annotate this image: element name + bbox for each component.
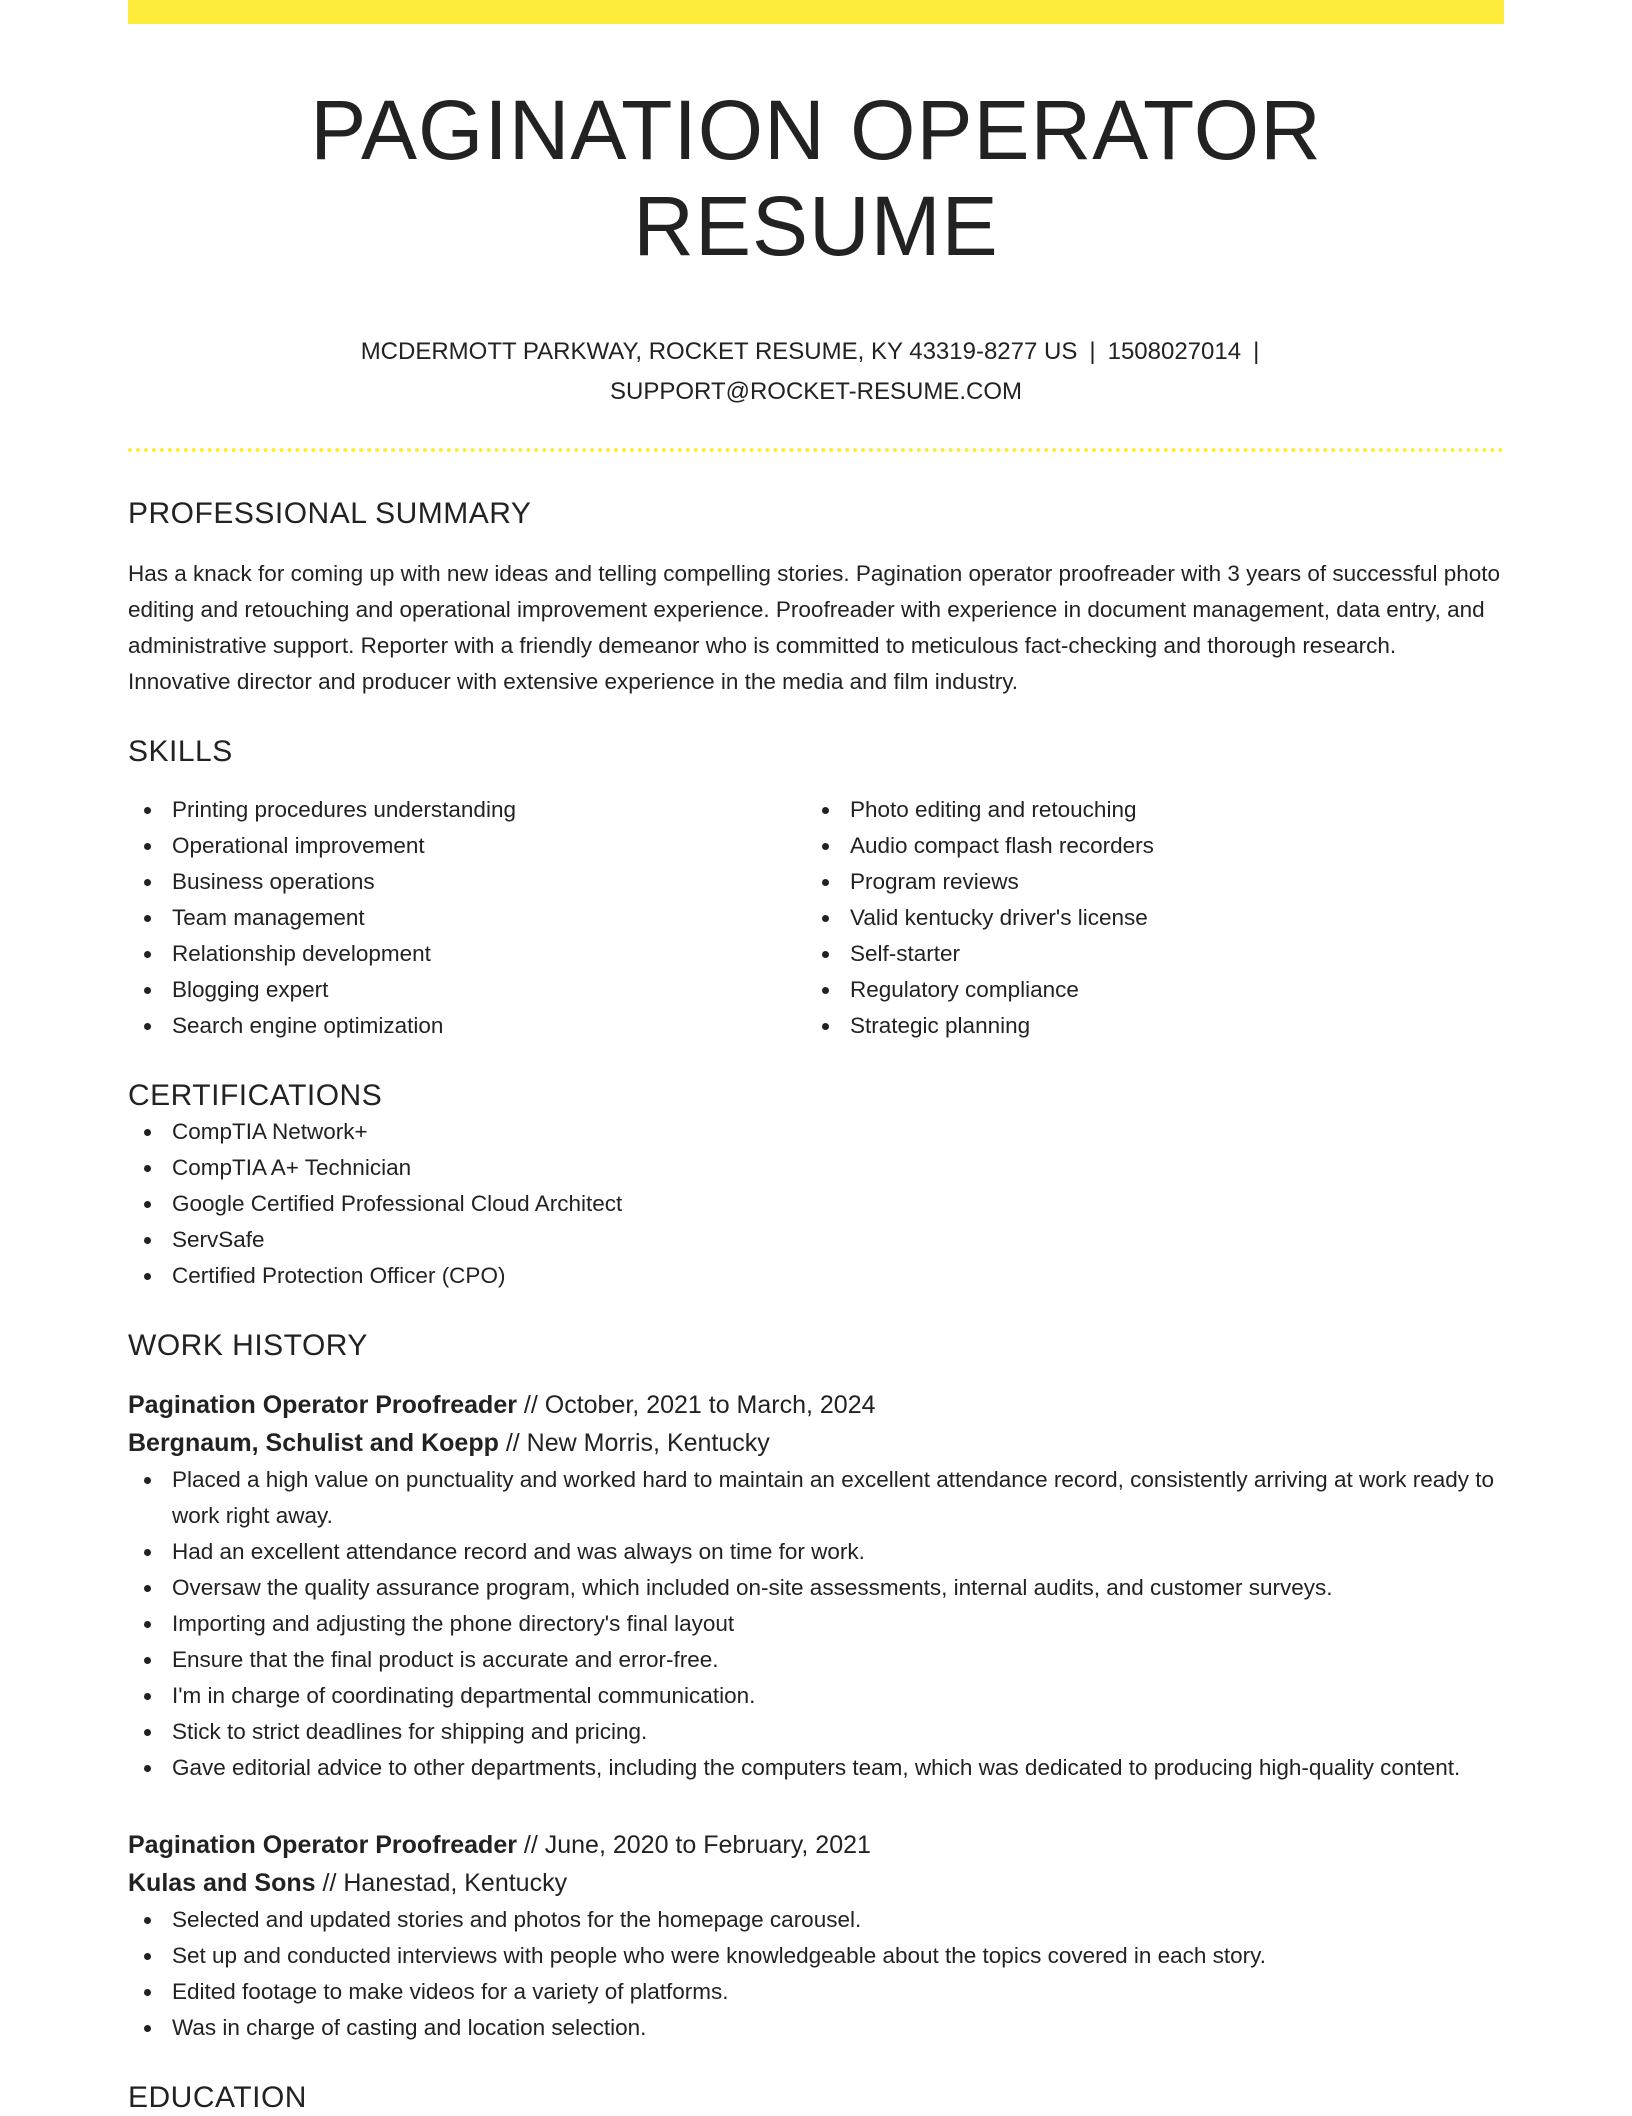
job-company: Bergnaum, Schulist and Koepp: [128, 1429, 499, 1457]
skill-item: Business operations: [128, 864, 806, 900]
job-title: Pagination Operator Proofreader: [128, 1831, 517, 1859]
skill-item: Operational improvement: [128, 828, 806, 864]
skill-item: Photo editing and retouching: [806, 792, 1484, 828]
page-title: PAGINATION OPERATOR RESUME: [310, 83, 1322, 273]
job-dates: // October, 2021 to March, 2024: [516, 1391, 876, 1419]
job-company: Kulas and Sons: [128, 1869, 316, 1897]
job-duty-item: Ensure that the final product is accurate and error-free.: [128, 1642, 1504, 1678]
job-duty-item: Set up and conducted interviews with people who were knowledgeable about the topics covered in each story.: [128, 1938, 1504, 1974]
skills-list-left: [128, 792, 806, 1044]
summary-heading: PROFESSIONAL SUMMARY: [128, 497, 532, 530]
summary-text: Has a knack for coming up with new ideas and telling compelling stories. Pagination operator proofreader with 3 years of successful photo editing and retouching and operational improvement experience. Proofreader with experience in document management, data entry, and administrative support. Reporter with a friendly demeanor who is committed to meticulous fact-checking and thorough research. Innovative director and producer with extensive experience in the media and film industry.: [128, 561, 1500, 694]
job-entry: [128, 1826, 1504, 2046]
skill-item: Printing procedures understanding: [128, 792, 806, 828]
job-duty-item: Gave editorial advice to other departments, including the computers team, which was dedicated to producing high-quality content.: [128, 1750, 1504, 1786]
job-location: // Hanestad, Kentucky: [315, 1869, 568, 1897]
certification-item: Certified Protection Officer (CPO): [128, 1258, 1504, 1294]
skills-heading: SKILLS: [128, 735, 233, 768]
contact-email: SUPPORT@ROCKET-RESUME.COM: [610, 378, 1022, 405]
certifications-list: [128, 1114, 1504, 1294]
contact-phone: 1508027014: [1107, 338, 1242, 365]
certification-item: Google Certified Professional Cloud Architect: [128, 1186, 1504, 1222]
contact-info: [128, 332, 1504, 412]
work-history-heading: WORK HISTORY: [128, 1329, 368, 1362]
job-duty-item: Stick to strict deadlines for shipping and pricing.: [128, 1714, 1504, 1750]
skill-item: Program reviews: [806, 864, 1484, 900]
skill-item: Valid kentucky driver's license: [806, 900, 1484, 936]
skill-item: Strategic planning: [806, 1008, 1484, 1044]
certification-item: CompTIA A+ Technician: [128, 1150, 1504, 1186]
education-heading: EDUCATION: [128, 2081, 307, 2114]
skill-item: Relationship development: [128, 936, 806, 972]
job-duty-item: Selected and updated stories and photos for the homepage carousel.: [128, 1902, 1504, 1938]
job-entry: [128, 1386, 1504, 1786]
job-duty-item: Was in charge of casting and location selection.: [128, 2010, 1504, 2046]
job-location: // New Morris, Kentucky: [498, 1429, 770, 1457]
contact-address: MCDERMOTT PARKWAY, ROCKET RESUME, KY 43319-8277 US: [360, 338, 1078, 365]
dotted-divider: [128, 448, 1504, 452]
skill-item: Team management: [128, 900, 806, 936]
job-duties-list: [128, 1462, 1504, 1786]
job-duty-item: Importing and adjusting the phone directory's final layout: [128, 1606, 1504, 1642]
resume-content: [128, 0, 1504, 2116]
job-duty-item: I'm in charge of coordinating departmental communication.: [128, 1678, 1504, 1714]
certification-item: CompTIA Network+: [128, 1114, 1504, 1150]
job-title: Pagination Operator Proofreader: [128, 1391, 517, 1419]
job-duty-item: Placed a high value on punctuality and worked hard to maintain an excellent attendance record, consistently arriving at work ready to work right away.: [128, 1462, 1504, 1534]
job-duty-item: Oversaw the quality assurance program, which included on-site assessments, internal audits, and customer surveys.: [128, 1570, 1504, 1606]
skill-item: Self-starter: [806, 936, 1484, 972]
job-company-line: [128, 1864, 1504, 1902]
skills-columns: [128, 792, 1504, 1044]
contact-separator: |: [1253, 338, 1260, 365]
skill-item: Blogging expert: [128, 972, 806, 1008]
job-title-line: [128, 1386, 1504, 1424]
job-duties-list: [128, 1902, 1504, 2046]
job-duty-item: Had an excellent attendance record and was always on time for work.: [128, 1534, 1504, 1570]
certification-item: ServSafe: [128, 1222, 1504, 1258]
skill-item: Audio compact flash recorders: [806, 828, 1484, 864]
skills-list-right: [806, 792, 1484, 1044]
contact-separator: |: [1089, 338, 1096, 365]
certifications-heading: CERTIFICATIONS: [128, 1079, 383, 1112]
job-title-line: [128, 1826, 1504, 1864]
skill-item: Regulatory compliance: [806, 972, 1484, 1008]
skill-item: Search engine optimization: [128, 1008, 806, 1044]
job-duty-item: Edited footage to make videos for a variety of platforms.: [128, 1974, 1504, 2010]
job-dates: // June, 2020 to February, 2021: [516, 1831, 871, 1859]
job-company-line: [128, 1424, 1504, 1462]
